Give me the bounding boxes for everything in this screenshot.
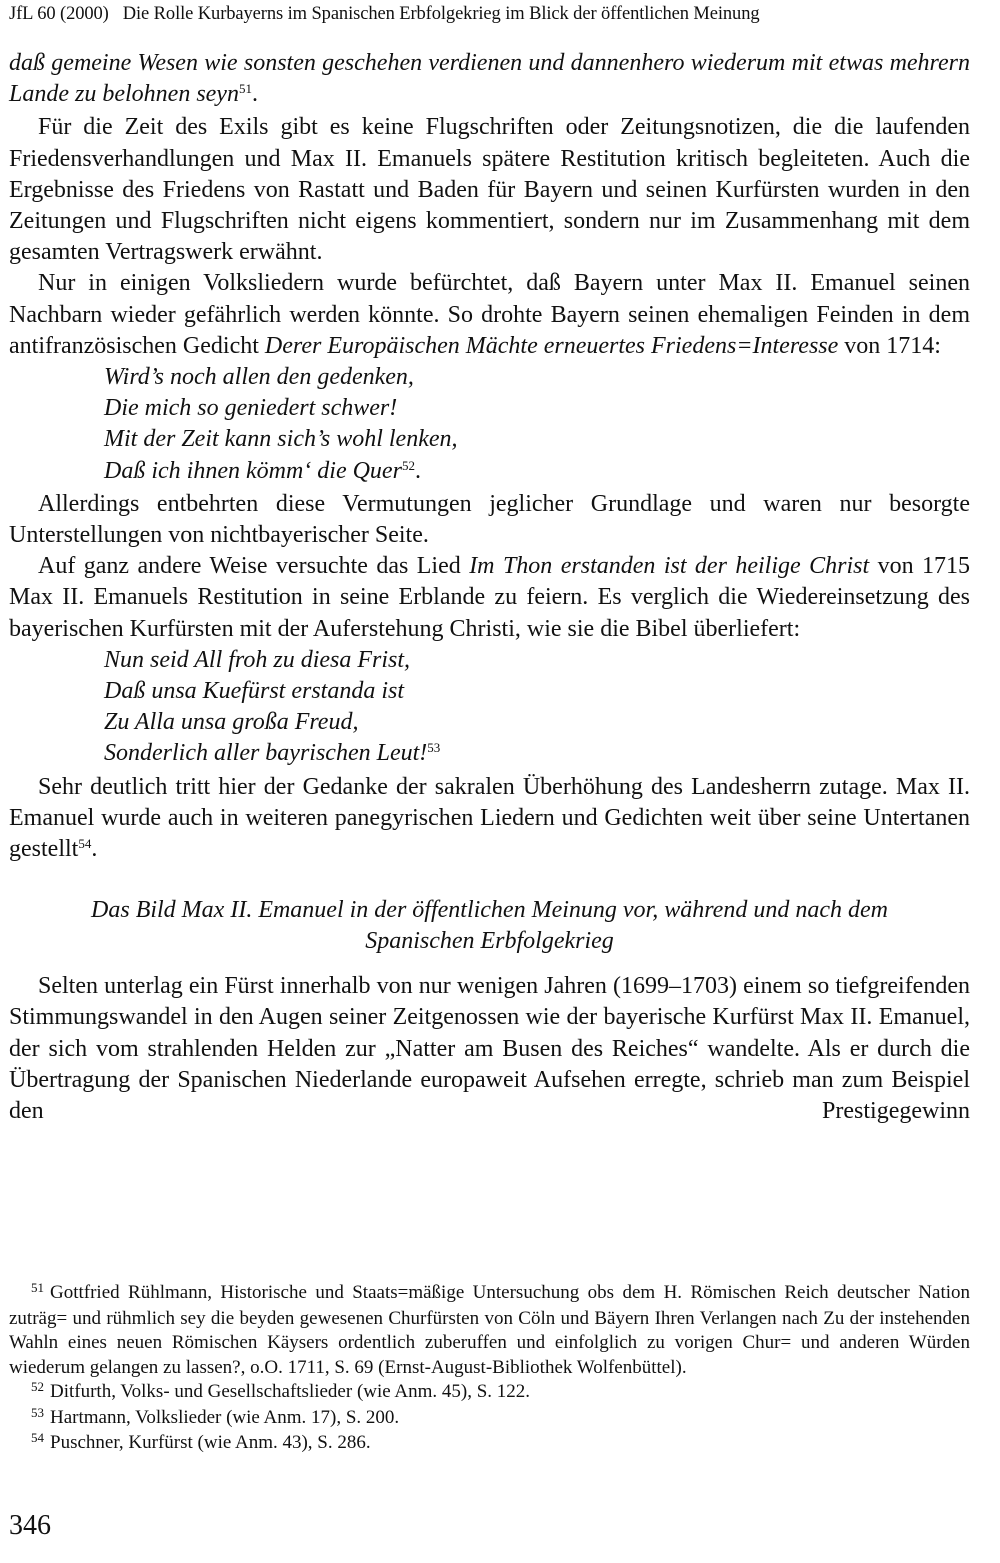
section-heading-line: Spanischen Erbfolgekrieg (365, 928, 614, 955)
verse-line: Nun seid All froh zu diesa Frist, (104, 646, 411, 673)
running-title: Die Rolle Kurbayerns im Spanischen Erbfolgekrieg im Blick der öffentlichen Meinung (122, 4, 760, 24)
verse-line: Zu Alla unsa großa Freud, (104, 709, 359, 736)
punctuation: . (91, 836, 98, 863)
journal-reference: JfL 60 (2000) (9, 4, 109, 24)
footnote-text: Gottfried Rühlmann, Historische und Staats=mäßige Untersuchung obs dem H. Römischen Reich deutscher Nation zuträg= und rühmlich sey die beyden gewesenen Churfürsten von Cöln und Bäyern Ihren Verlangen nach Zu der instehenden Wahln eines neuen Römischen Käysers ordentlich zuberuffen und einfolglich zu vorigen Chur= und anderen Würden wiederum gelangen zu lassen?, o.O. 1711, S. 69 (Ernst-August-Bibliothek Wolfenbüttel). (9, 1282, 970, 1378)
footnote-53 (9, 1406, 970, 1432)
paragraph-quote-continuation (9, 48, 970, 112)
paragraph-text: von 1715 Max II. Emanuels Restitution in seine Erblande zu feiern. Es verglich die Wiedereinsetzung des bayerischen Kurfürsten mit der Auferstehung Christi, wie sie die Bibel überliefert: (9, 553, 971, 642)
verse-line: Daß unsa Kuefürst erstanda ist (104, 678, 405, 705)
section-heading (9, 895, 970, 957)
footnote-text: Ditfurth, Volks- und Gesellschaftslieder (wie Anm. 45), S. 122. (50, 1381, 531, 1402)
verse-line (104, 738, 970, 771)
verse-line (104, 456, 970, 489)
running-header (9, 4, 989, 25)
footnote-51 (9, 1281, 970, 1380)
footnote-ref-53[interactable]: 53 (427, 740, 441, 756)
punctuation: . (251, 81, 258, 108)
footnote-ref-51[interactable]: 51 (238, 81, 252, 97)
paragraph-exile: Für die Zeit des Exils gibt es keine Flugschriften oder Zeitungsnotizen, die die laufenden Friedensverhandlungen und Max II. Emanuels spätere Restitution kritisch begleiteten. Auch die Ergebnisse des Friedens von Rastatt und Baden für Bayern und seinen Kurfürsten wurden in den Zeitungen und Flugschriften nicht eigens kommentiert, sondern nur im Zusammenhang mit dem gesamten Vertragswerk erwähnt. (9, 114, 970, 266)
main-text (9, 48, 970, 1127)
footnotes (9, 1281, 970, 1457)
verse-line: Die mich so geniedert schwer! (104, 395, 398, 422)
footnote-text: Hartmann, Volkslieder (wie Anm. 17), S. 200. (50, 1406, 400, 1428)
footnote-text: Puschner, Kurfürst (wie Anm. 43), S. 286. (50, 1432, 371, 1453)
paragraph-text: Auf ganz andere Weise versuchte das Lied (38, 553, 470, 580)
paragraph-lied (9, 551, 970, 645)
verse-line: Mit der Zeit kann sich’s wohl lenken, (104, 426, 458, 453)
verse-line-text: Sonderlich aller bayrischen Leut! (104, 740, 428, 767)
paragraph-ueberhoehung (9, 772, 970, 868)
verse-block-2 (104, 645, 970, 772)
verse-line: Wird’s noch allen den gedenken, (104, 364, 414, 391)
song-title-italic: Im Thon erstanden ist der heilige Christ (469, 553, 870, 580)
verse-line-text: Daß ich ihnen kömm‘ die Quer (104, 457, 402, 484)
footnote-number: 53 (31, 1404, 44, 1420)
punctuation: . (414, 457, 421, 484)
page-number: 346 (9, 1510, 51, 1541)
footnote-number: 51 (31, 1280, 44, 1295)
quote-italic: daß gemeine Wesen wie sonsten geschehen verdienen und dannenhero wiederum mit etwas mehrern Lande zu belohnen seyn (9, 50, 970, 108)
paragraph-stimmungswandel: Selten unterlag ein Fürst innerhalb von nur wenigen Jahren (1699–1703) einem so tiefgreifenden Stimmungswandel in den Augen seiner Zeitgenossen wie der bayerische Kurfürst Max II. Emanuel, der sich vom strahlenden Helden zur „Natter am Busen des Reiches“ wandelte. Als er durch die Übertragung der Spanischen Niederlande europaweit Aufsehen erregte, schrieb man zum Beispiel den Prestigegewinn (9, 973, 970, 1125)
poem-title-italic: Derer Europäischen Mächte erneuertes Friedens=Interesse (264, 332, 839, 359)
footnote-52 (9, 1380, 970, 1406)
paragraph-volkslieder (9, 268, 970, 362)
section-heading-line: Das Bild Max II. Emanuel in der öffentlichen Meinung vor, während und nach dem (91, 897, 888, 924)
footnote-number: 54 (31, 1430, 44, 1445)
footnote-54 (9, 1431, 970, 1457)
footnote-ref-54[interactable]: 54 (78, 836, 92, 852)
paragraph-text: Sehr deutlich tritt hier der Gedanke der sakralen Überhöhung des Landesherrn zutage. Max II. Emanuel wurde auch in weiteren panegyrischen Liedern und Gedichten weit über seine Untertanen gestellt (9, 773, 970, 863)
paragraph-text: von 1714: (838, 332, 941, 359)
paragraph-vermutungen: Allerdings entbehrten diese Vermutungen jeglicher Grundlage und waren nur besorgte Unterstellungen von nichtbayerischer Seite. (9, 490, 970, 549)
footnote-number: 52 (31, 1379, 44, 1394)
paragraph-text: Nur in einigen Volksliedern wurde befürchtet, daß Bayern unter Max II. Emanuel seinen Nachbarn wieder gefährlich werden könnte. So drohte Bayern seinen ehemaligen Feinden in dem antifranzösischen Gedicht (9, 270, 970, 359)
footnote-ref-52[interactable]: 52 (401, 457, 415, 473)
verse-block-1 (104, 362, 970, 489)
